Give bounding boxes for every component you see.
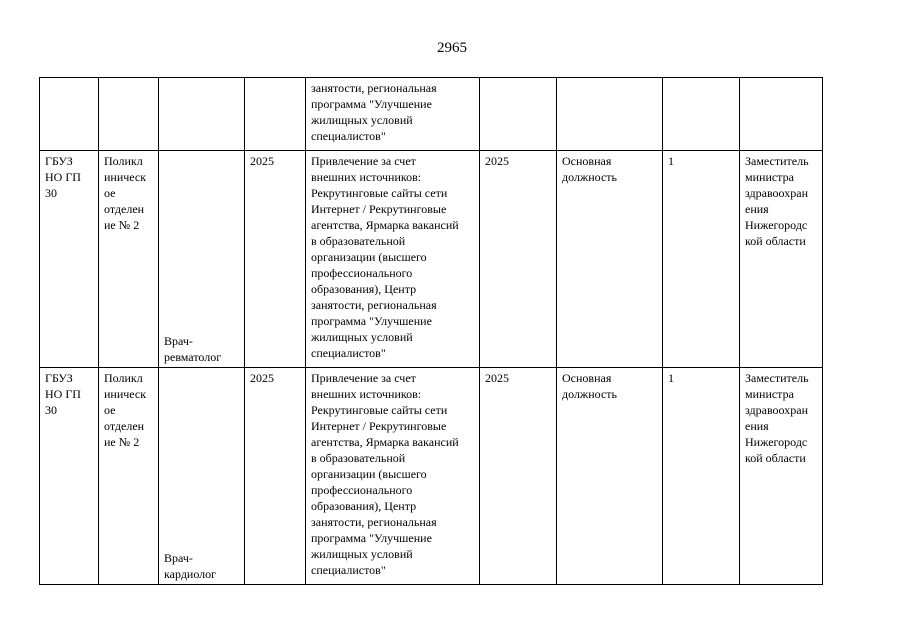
cell-line: кой области [745,451,806,465]
cell-line: Поликл [104,371,143,385]
cell-line: ения [745,419,769,433]
cell-line: НО ГП [45,387,81,401]
cell-line: ревматолог [164,350,222,364]
cell-line: занятости, региональная [311,81,437,95]
table-row [40,368,823,585]
staffing-table [39,77,823,585]
table-row [40,78,823,151]
cell-responsible [740,78,823,151]
cell-count [663,368,740,585]
cell-line: Привлечение за счет [311,371,416,385]
cell-line: агентства, Ярмарка вакансий [311,435,459,449]
cell-recruitment-source [306,368,480,585]
cell-year-start [245,151,306,368]
cell-line: Интернет / Рекрутинговые [311,419,447,433]
cell-line: программа "Улучшение [311,531,432,545]
cell-line: ие № 2 [104,435,140,449]
cell-responsible [740,151,823,368]
cell-unit [99,368,159,585]
cell-position [159,78,245,151]
cell-year-end [480,151,557,368]
cell-line: Врач- [164,551,193,565]
cell-organization [40,151,99,368]
cell-line: в образовательной [311,234,406,248]
cell-year-end [480,368,557,585]
cell-position [159,151,245,368]
cell-line: ие № 2 [104,218,140,232]
cell-count [663,151,740,368]
cell-line: внешних источников: [311,387,422,401]
cell-position-type [557,151,663,368]
cell-line: ое [104,403,116,417]
cell-line: профессионального [311,483,413,497]
cell-line: программа "Улучшение [311,97,432,111]
cell-line: образования), Центр [311,499,417,513]
cell-line: министра [745,170,794,184]
cell-line: образования), Центр [311,282,417,296]
cell-line: ГБУЗ [45,371,73,385]
cell-line: Рекрутинговые сайты сети [311,403,448,417]
cell-line: 30 [45,186,57,200]
cell-line: Нижегородс [745,218,808,232]
cell-line: занятости, региональная [311,298,437,312]
cell-line: организации (высшего [311,467,427,481]
cell-line: Врач- [164,334,193,348]
cell-text: 2025 [250,371,274,385]
cell-line: агентства, Ярмарка вакансий [311,218,459,232]
cell-line: отделен [104,202,145,216]
cell-line: здравоохран [745,186,808,200]
cell-recruitment-source [306,78,480,151]
cell-line: ения [745,202,769,216]
cell-position [159,368,245,585]
cell-line: жилищных условий [311,330,413,344]
cell-line: здравоохран [745,403,808,417]
cell-organization [40,78,99,151]
cell-text: 1 [668,154,674,168]
cell-text: 1 [668,371,674,385]
page-number: 2965 [437,40,467,56]
cell-line: должность [562,170,617,184]
cell-unit [99,151,159,368]
cell-line: программа "Улучшение [311,314,432,328]
cell-responsible [740,368,823,585]
cell-line: иническ [104,170,147,184]
cell-line: Привлечение за счет [311,154,416,168]
cell-line: ое [104,186,116,200]
cell-line: иническ [104,387,147,401]
cell-year-end [480,78,557,151]
cell-line: кардиолог [164,567,217,581]
cell-line: специалистов" [311,129,386,143]
table-row [40,151,823,368]
cell-line: Интернет / Рекрутинговые [311,202,447,216]
cell-line: жилищных условий [311,113,413,127]
cell-position-type [557,368,663,585]
cell-line: Основная [562,371,612,385]
cell-line: организации (высшего [311,250,427,264]
cell-count [663,78,740,151]
cell-line: Основная [562,154,612,168]
cell-unit [99,78,159,151]
cell-line: специалистов" [311,346,386,360]
cell-line: жилищных условий [311,547,413,561]
cell-line: кой области [745,234,806,248]
cell-line: отделен [104,419,145,433]
cell-year-start [245,368,306,585]
cell-line: должность [562,387,617,401]
cell-line: НО ГП [45,170,81,184]
cell-line: профессионального [311,266,413,280]
cell-line: 30 [45,403,57,417]
cell-line: занятости, региональная [311,515,437,529]
cell-line: ГБУЗ [45,154,73,168]
cell-line: внешних источников: [311,170,422,184]
cell-line: министра [745,387,794,401]
cell-text: 2025 [250,154,274,168]
cell-text: 2025 [485,154,509,168]
cell-line: Рекрутинговые сайты сети [311,186,448,200]
cell-line: Заместитель [745,154,809,168]
cell-recruitment-source [306,151,480,368]
cell-position-type [557,78,663,151]
cell-line: Поликл [104,154,143,168]
cell-line: в образовательной [311,451,406,465]
cell-text: 2025 [485,371,509,385]
cell-line: Нижегородс [745,435,808,449]
cell-organization [40,368,99,585]
cell-line: специалистов" [311,563,386,577]
cell-year-start [245,78,306,151]
cell-line: Заместитель [745,371,809,385]
